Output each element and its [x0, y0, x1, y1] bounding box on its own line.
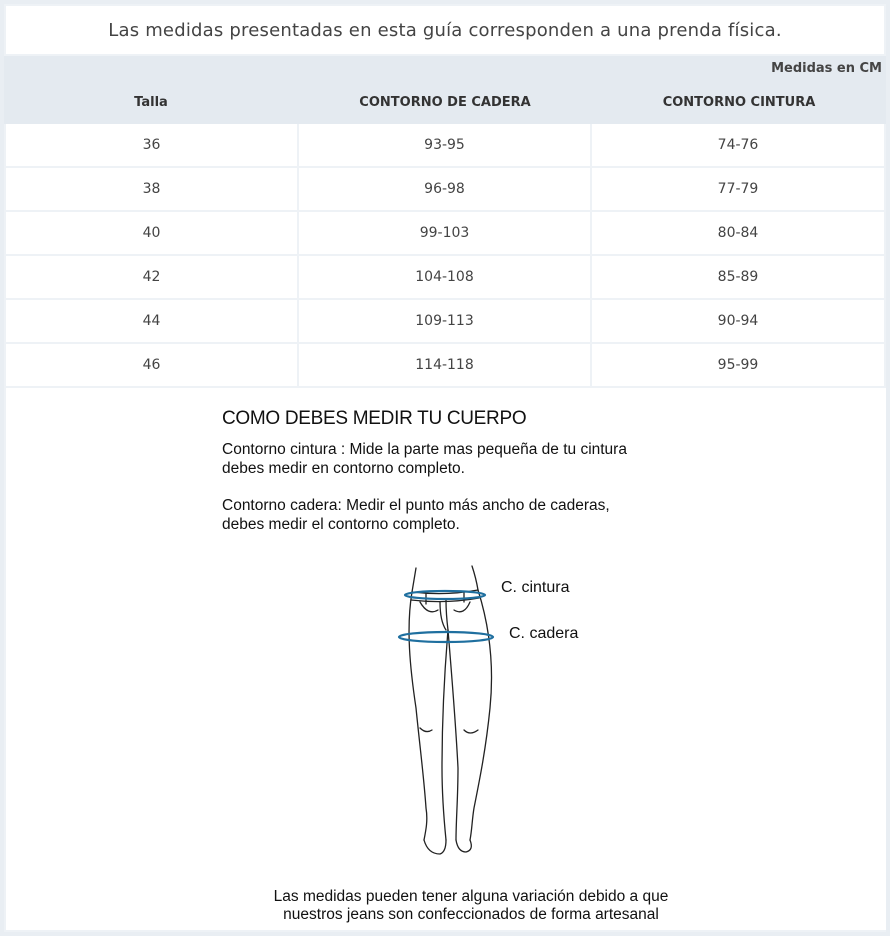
table-row [6, 300, 886, 342]
cell-waist: 85-89 [592, 256, 884, 298]
jeans-illustration [386, 558, 606, 858]
size-guide [4, 4, 886, 932]
cell-size: 38 [6, 168, 297, 210]
table-row [6, 256, 886, 298]
header-hip: CONTORNO DE CADERA [359, 94, 531, 110]
cell-waist: 77-79 [592, 168, 884, 210]
cell-hip: 99-103 [299, 212, 590, 254]
waist-instructions: Contorno cintura : Mide la parte mas pequeña de tu cintura debes medir en contorno completo. [222, 441, 627, 477]
cell-size: 44 [6, 300, 297, 342]
table-row [6, 168, 886, 210]
cell-size: 36 [6, 124, 297, 166]
guide-title: COMO DEBES MEDIR TU CUERPO [222, 408, 527, 429]
header-waist: CONTORNO CINTURA [662, 94, 816, 110]
table-row [6, 124, 886, 166]
size-table-body [6, 124, 886, 388]
cell-size: 40 [6, 212, 297, 254]
cell-size: 42 [6, 256, 297, 298]
waist-tape [405, 591, 485, 599]
cell-hip: 96-98 [299, 168, 590, 210]
cell-hip: 109-113 [299, 300, 590, 342]
hip-tape [399, 632, 493, 642]
header-size: Talla [134, 94, 168, 110]
waist-label: C. cintura [501, 579, 570, 596]
cell-hip: 93-95 [299, 124, 590, 166]
hip-label: C. cadera [509, 625, 579, 642]
unit-note-row [4, 56, 886, 80]
measuring-guide [6, 388, 886, 930]
unit-note: Medidas en CM [771, 60, 882, 76]
cell-waist: 95-99 [592, 344, 884, 386]
variation-note: Las medidas pueden tener alguna variación debido a que nuestros jeans son confeccionados de forma artesanal [273, 888, 669, 923]
table-row [6, 344, 886, 386]
banner-note: Las medidas presentadas en esta guía corresponden a una prenda física. [6, 6, 884, 54]
jeans-left-leg [409, 592, 427, 840]
cell-hip: 104-108 [299, 256, 590, 298]
cell-waist: 90-94 [592, 300, 884, 342]
cell-waist: 80-84 [592, 212, 884, 254]
cell-size: 46 [6, 344, 297, 386]
cell-waist: 74-76 [592, 124, 884, 166]
hip-instructions: Contorno cadera: Medir el punto más ancho de caderas, debes medir el contorno completo. [222, 497, 610, 533]
table-row [6, 212, 886, 254]
jeans-right-leg [470, 590, 492, 840]
cell-hip: 114-118 [299, 344, 590, 386]
table-header [4, 80, 886, 124]
